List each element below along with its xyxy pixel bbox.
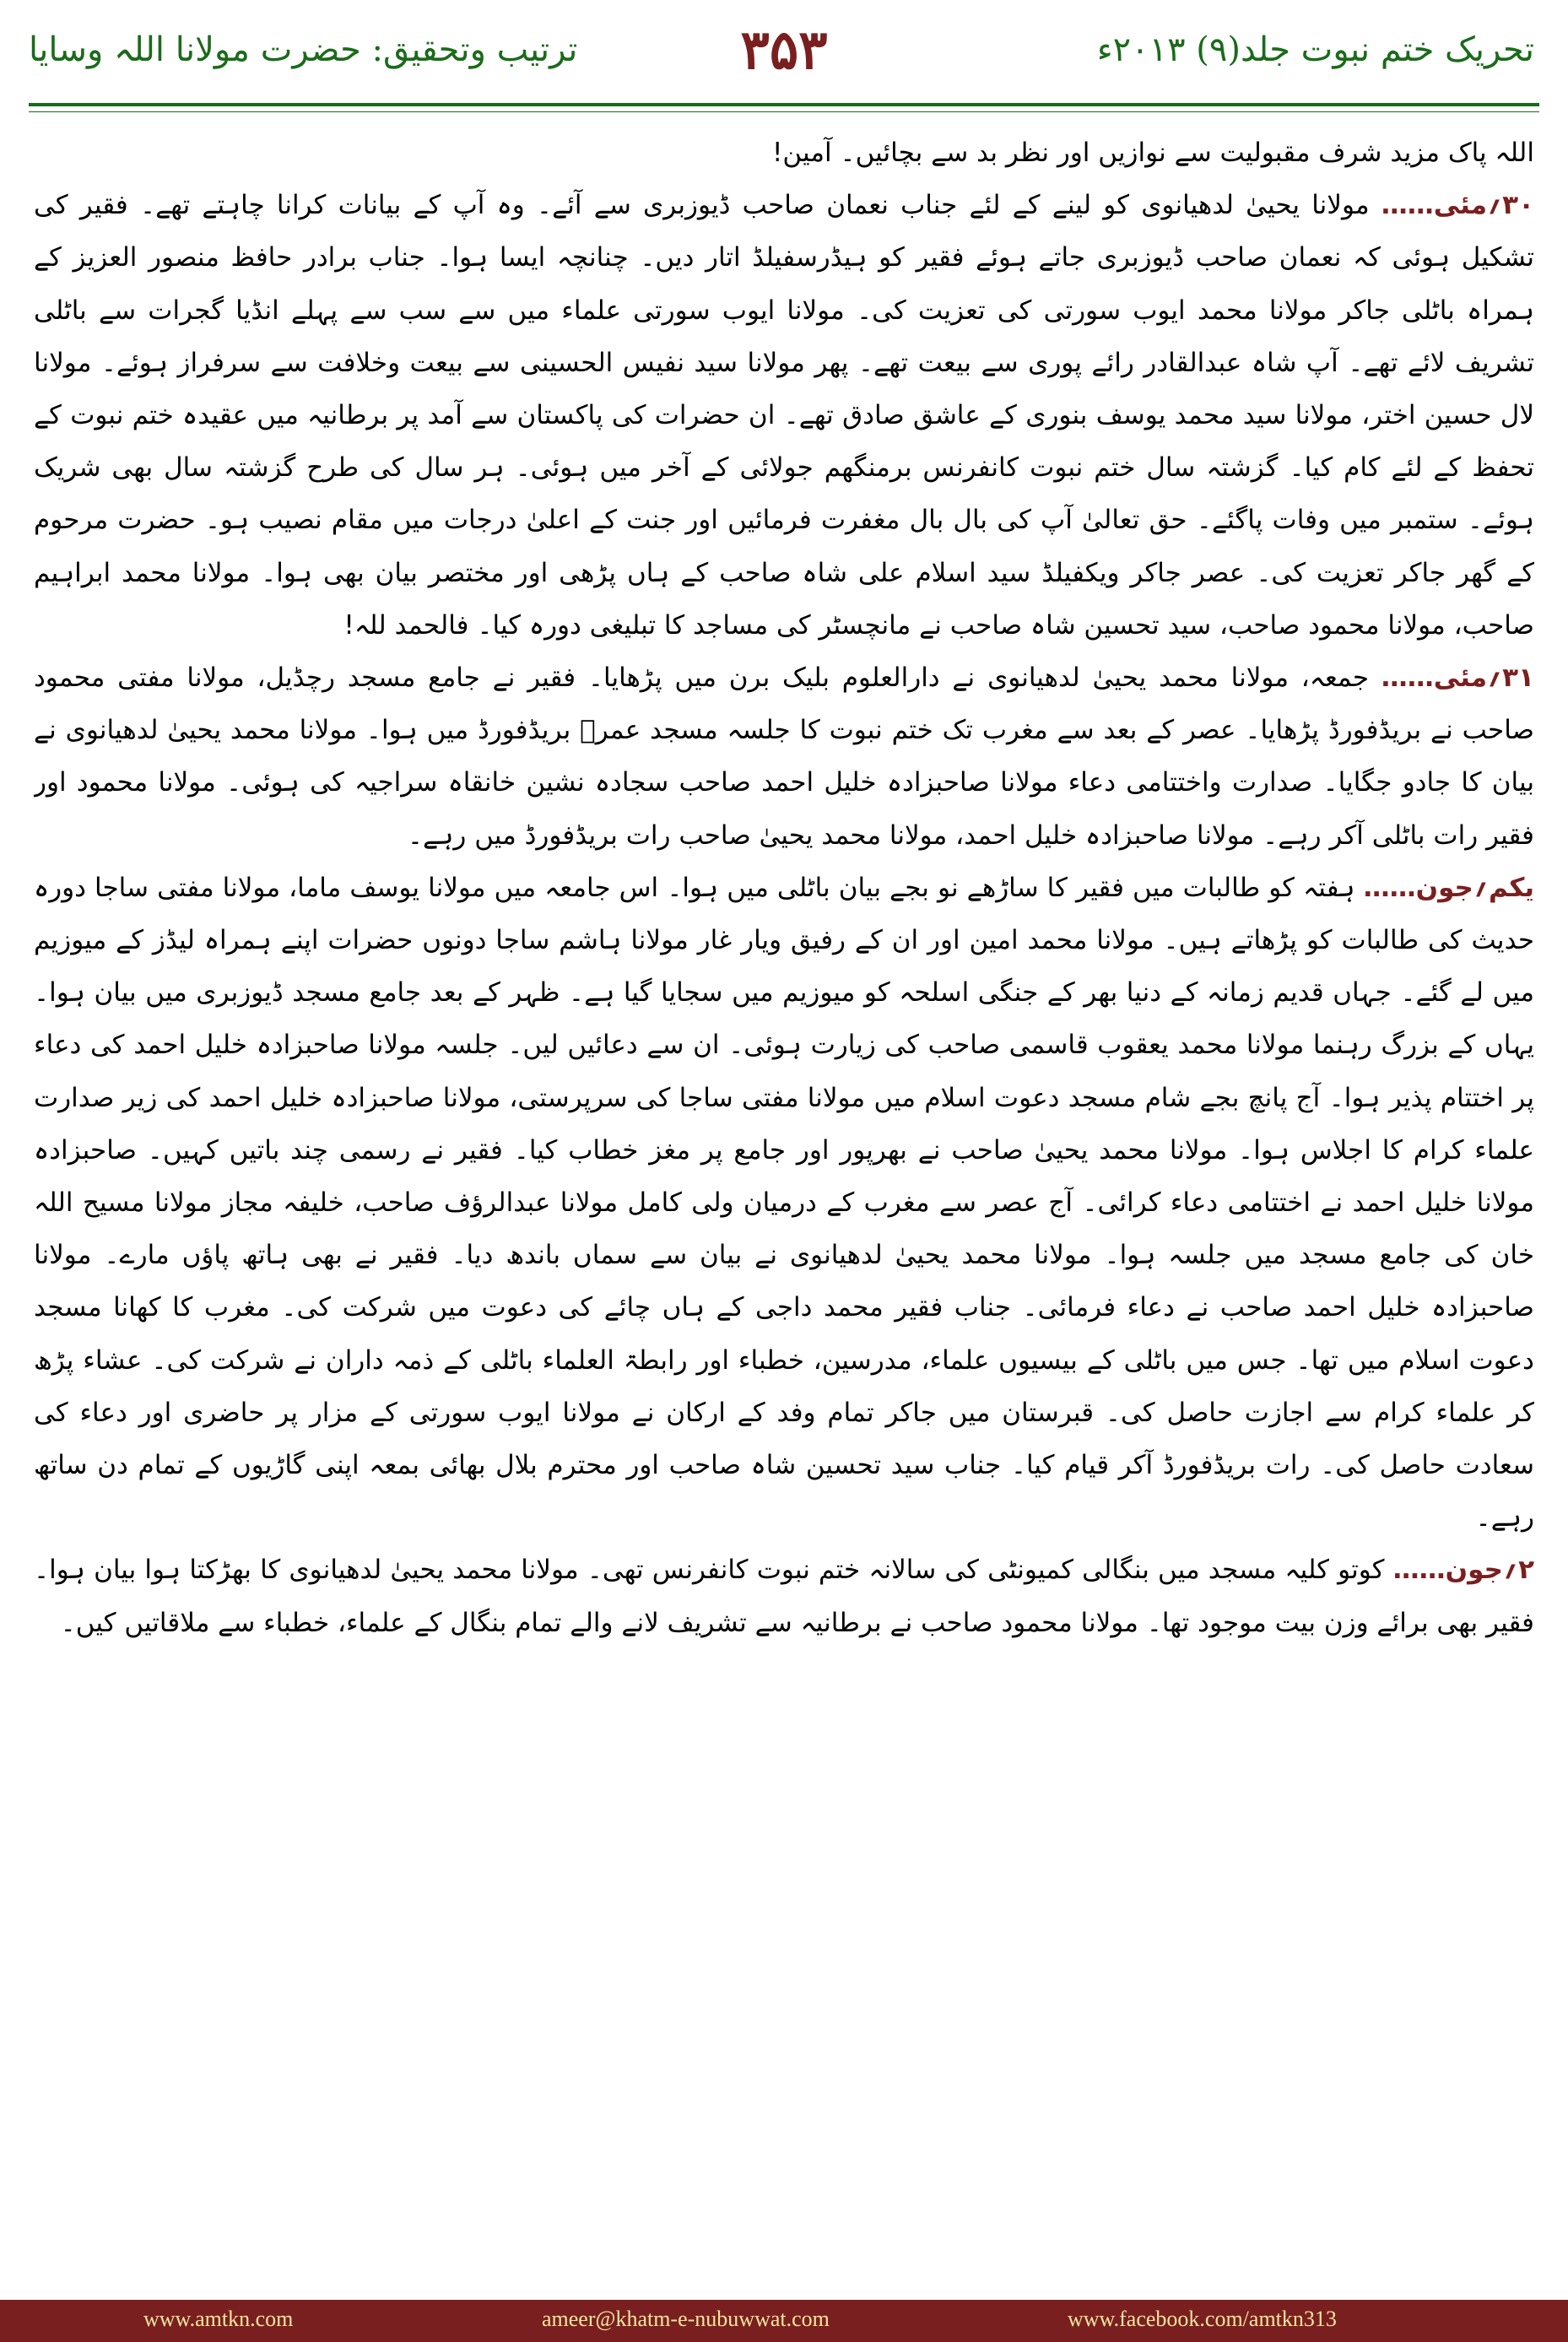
page-footer [0, 2300, 1568, 2342]
paragraph-2-june [34, 1544, 1534, 1648]
paragraph-31-may [34, 652, 1534, 862]
paragraph-text: اللہ پاک مزید شرف مقبولیت سے نوازیں اور نظر بد سے بچائیں۔ آمین! [771, 138, 1534, 168]
paragraph-text: جمعہ، مولانا محمد یحییٰ لدھیانوی نے دارالعلوم بلیک برن میں پڑھایا۔ فقیر نے جامع مسجد رچڈیل، مولانا مفتی محمود صاحب نے بریڈفورڈ پڑھایا۔ عصر کے بعد سے مغرب تک ختم نبوت کا جلسہ مسجد عمرؓ بریڈفورڈ میں ہوا۔ مولانا محمد یحییٰ لدھیانوی نے بیان کا جادو جگایا۔ صدارت واختتامی دعاء مولانا صاحبزادہ خلیل احمد صاحب سجادہ نشین خانقاہ سراجیہ کی ہوئی۔ مولانا محمود اور فقیر رات باٹلی آکر رہے۔ مولانا صاحبزادہ خلیل احمد، مولانا محمد یحییٰ صاحب رات بریڈفورڈ میں رہے۔ [34, 663, 1534, 851]
paragraph-date: ۲؍جون…… [1392, 1555, 1534, 1586]
footer-facebook-link[interactable]: www.facebook.com/amtkn313 [1068, 2307, 1337, 2331]
paragraph-date: ۳۰؍مئی…… [1381, 190, 1534, 221]
header-rule [29, 103, 1539, 106]
paragraph-text: ہفتہ کو طالبات میں فقیر کا ساڑھے نو بجے بیان باٹلی میں ہوا۔ اس جامعہ میں مولانا یوسف ماما، مولانا مفتی ساجا دورہ حدیث کی طالبات کو پڑھاتے ہیں۔ مولانا محمد امین اور ان کے رفیق ویار غار مولانا ہاشم ساجا دونوں حضرات اپنے ہمراہ لیڈز کے میوزیم میں لے گئے۔ جہاں قدیم زمانہ کے دنیا بھر کے جنگی اسلحہ کو میوزیم میں سجایا گیا ہے۔ ظہر کے بعد جامع مسجد ڈیوزبری میں بیان ہوا۔ یہاں کے بزرگ رہنما مولانا محمد یعقوب قاسمی صاحب کی زیارت ہوئی۔ ان سے دعائیں لیں۔ جلسہ مولانا صاحبزادہ خلیل احمد کی دعاء پر اختتام پذیر ہوا۔ آج پانچ بجے شام مسجد دعوت اسلام میں مولانا مفتی ساجا کی سرپرستی، مولانا صاحبزادہ خلیل احمد کی زیر صدارت علماء کرام کا اجلاس ہوا۔ مولانا محمد یحییٰ صاحب نے بھرپور اور جامع پر مغز خطاب کیا۔ فقیر نے رسمی چند باتیں کہیں۔ صاحبزادہ مولانا خلیل احمد نے اختتامی دعاء کرائی۔ آج عصر سے مغرب کے درمیان ولی کامل مولانا عبدالرؤف صاحب، خلیفہ مجاز مولانا مسیح اللہ خان کی جامع مسجد میں جلسہ ہوا۔ مولانا محمد یحییٰ لدھیانوی نے بیان سے سماں باندھ دیا۔ فقیر نے بھی ہاتھ پاؤں مارے۔ مولانا صاحبزادہ خلیل احمد صاحب نے دعاء فرمائی۔ جناب فقیر محمد داجی کے ہاں چائے کی دعوت میں شرکت کی۔ مغرب کا کھانا مسجد دعوت اسلام میں تھا۔ جس میں باٹلی کے بیسیوں علماء، مدرسین، خطباء اور رابطۃ العلماء باٹلی کے ذمہ داران نے شرکت کی۔ عشاء پڑھ کر علماء کرام سے اجازت حاصل کی۔ قبرستان میں جاکر تمام وفد کے ارکان نے مولانا ایوب سورتی کے مزار پر حاضری اور دعاء کی سعادت حاصل کی۔ رات بریڈفورڈ آکر قیام کیا۔ جناب سید تحسین شاہ صاحب اور محترم بلال بھائی بمعہ اپنی گاڑیوں کے تمام دن ساتھ رہے۔ [34, 872, 1534, 1533]
paragraph-date: یکم؍جون…… [1363, 872, 1534, 903]
paragraph-1-june [34, 862, 1534, 1544]
paragraph-text: کوتو کلیہ مسجد میں بنگالی کمیونٹی کی سالانہ ختم نبوت کانفرنس تھی۔ مولانا محمد یحییٰ لدھیانوی کا بھڑکتا ہوا بیان ہوا۔ فقیر بھی برائے وزن بیت موجود تھا۔ مولانا محمود صاحب نے برطانیہ سے تشریف لانے والے تمام بنگال کے علماء، خطباء سے ملاقاتیں کیں۔ [34, 1555, 1534, 1638]
paragraph-30-may [34, 179, 1534, 652]
footer-email-link[interactable]: ameer@khatm-e-nubuwwat.com [542, 2307, 830, 2331]
paragraph-text: مولانا یحییٰ لدھیانوی کو لینے کے لئے جناب نعمان صاحب ڈیوزبری سے آئے۔ وہ آپ کے بیانات کرانا چاہتے تھے۔ فقیر کی تشکیل ہوئی کہ نعمان صاحب ڈیوزبری جاتے ہوئے فقیر کو ہیڈرسفیلڈ اتار دیں۔ چنانچہ ایسا ہوا۔ جناب برادر حافظ منصور العزیز کے ہمراہ باٹلی جاکر مولانا محمد ایوب سورتی کی تعزیت کی۔ مولانا ایوب سورتی علماء میں سے سب سے پہلے انڈیا گجرات سے باٹلی تشریف لائے تھے۔ آپ شاہ عبدالقادر رائے پوری سے بیعت تھے۔ پھر مولانا سید نفیس الحسینی سے بیعت وخلافت سے سرفراز ہوئے۔ مولانا لال حسین اختر، مولانا سید محمد یوسف بنوری کے عاشق صادق تھے۔ ان حضرات کی پاکستان سے آمد پر برطانیہ میں عقیدہ ختم نبوت کے تحفظ کے لئے کام کیا۔ گزشتہ سال ختم نبوت کانفرنس برمنگھم جولائی کے آخر میں ہوئی۔ ہر سال کی طرح گزشتہ سال بھی شریک ہوئے۔ ستمبر میں وفات پاگئے۔ حق تعالیٰ آپ کی بال بال مغفرت فرمائیں اور جنت کے اعلیٰ درجات میں مقام نصیب ہو۔ حضرت مرحوم کے گھر جاکر تعزیت کی۔ عصر جاکر ویکفیلڈ سید اسلام علی شاہ صاحب کے ہاں پڑھی اور مختصر بیان بھی ہوا۔ مولانا محمد ابراہیم صاحب، مولانا محمود صاحب، سید تحسین شاہ صاحب نے مانچسٹر کی مساجد کا تبلیغی دورہ کیا۔ فالحمد للہ! [34, 190, 1534, 641]
page-header [0, 0, 1568, 127]
header-rule-thin [29, 111, 1539, 112]
footer-website-link[interactable]: www.amtkn.com [143, 2307, 294, 2331]
page-body [34, 127, 1534, 2245]
header-book-title: تحریک ختم نبوت جلد(۹) ۲۰۱۳ء [1096, 30, 1534, 69]
paragraph-date: ۳۱؍مئی…… [1381, 663, 1534, 694]
page-number: ۳۵۳ [740, 19, 828, 82]
header-compiler: ترتیب وتحقیق: حضرت مولانا اللہ وسایا [29, 30, 578, 69]
paragraph-intro [34, 127, 1534, 179]
